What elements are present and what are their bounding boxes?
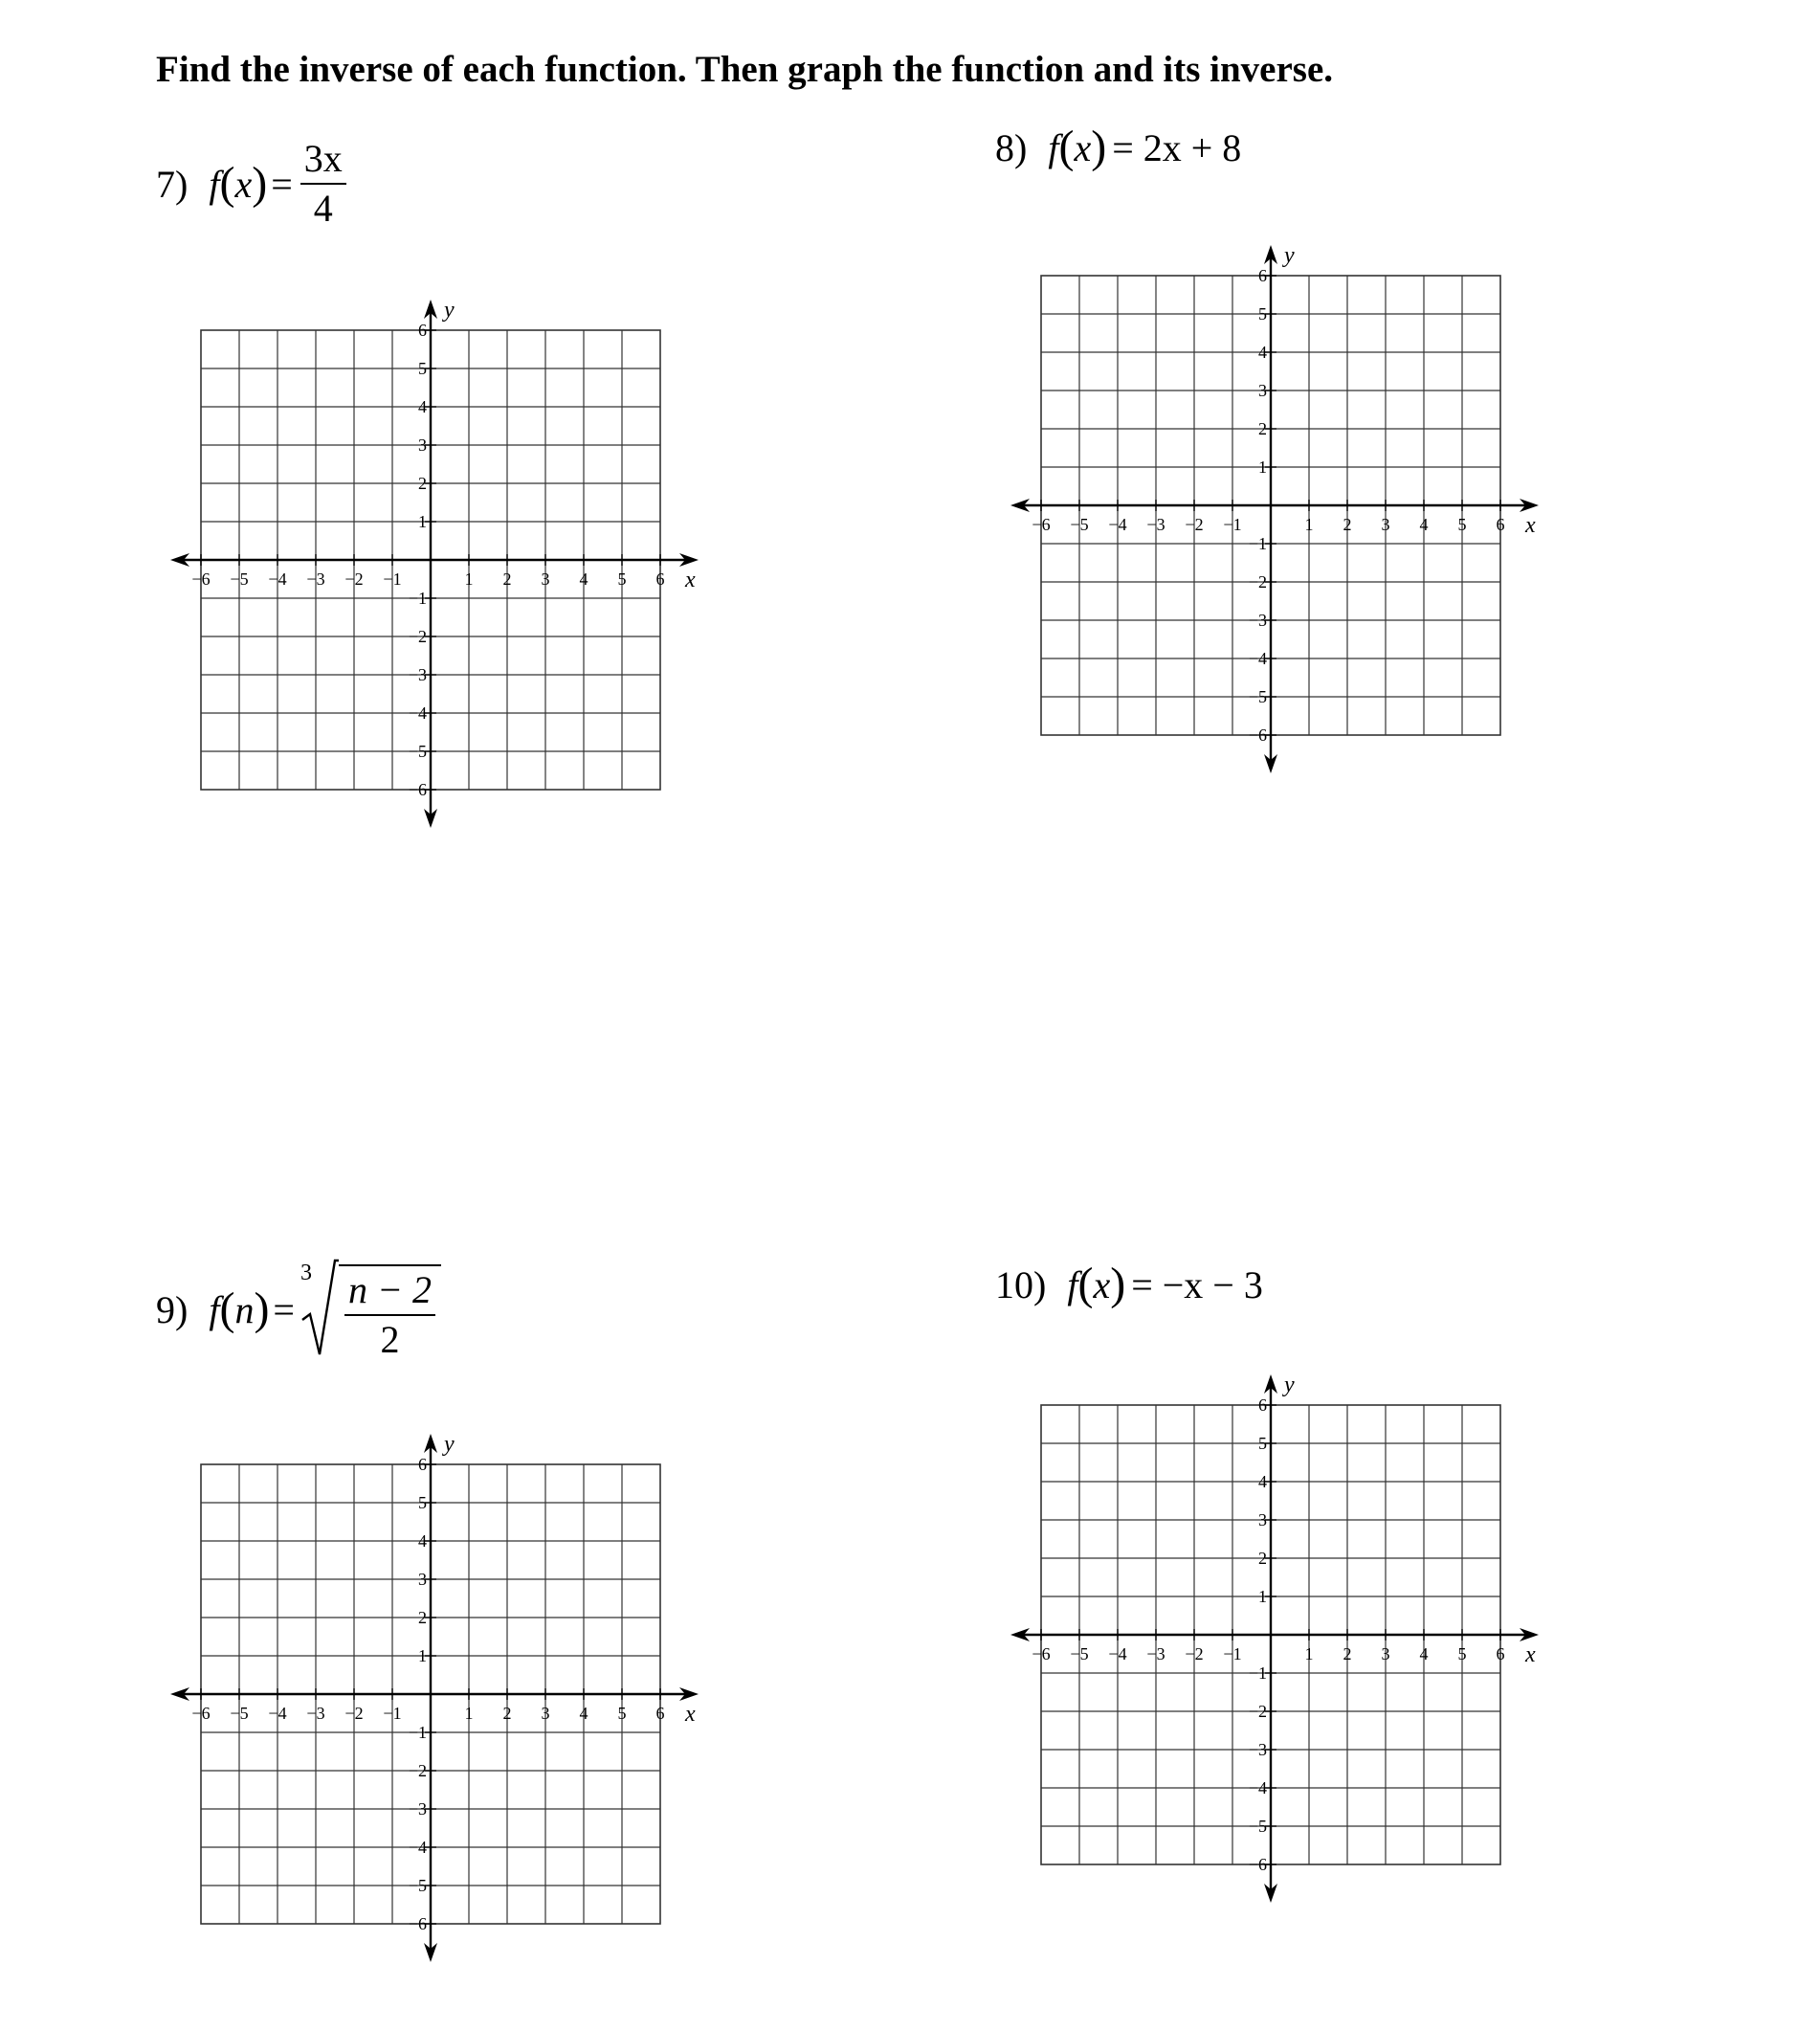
y-tick-label: 2 <box>418 474 427 493</box>
x-axis-label: x <box>1525 513 1536 538</box>
y-tick-label: 1 <box>1258 1587 1267 1606</box>
x-tick-label: 1 <box>1304 515 1314 534</box>
x-tick-label: 1 <box>1304 1644 1314 1663</box>
x-tick-label: 5 <box>1457 1644 1467 1663</box>
y-tick-label: 3 <box>418 435 427 455</box>
x-tick-label: −2 <box>1185 1644 1204 1663</box>
x-tick-label: −4 <box>1108 1644 1127 1663</box>
function-name: f <box>209 162 220 206</box>
y-tick-label: 1 <box>418 1646 427 1665</box>
fraction-numerator: 3x <box>303 137 343 180</box>
problem-number: 8) <box>995 125 1028 169</box>
open-paren: ( <box>219 1283 235 1334</box>
function-rhs: = 2x + 8 <box>1112 125 1242 169</box>
grid-svg <box>163 1426 699 1962</box>
problem-number: 7) <box>156 162 189 206</box>
y-tick-label: −3 <box>1248 1740 1267 1759</box>
y-tick-label: −5 <box>1248 1817 1267 1836</box>
x-tick-label: −3 <box>306 1704 325 1723</box>
y-tick-label: −2 <box>1248 572 1267 591</box>
fraction-bar <box>300 183 346 185</box>
x-tick-label: 4 <box>579 569 588 589</box>
function-variable: x <box>1074 125 1092 169</box>
x-tick-label: −4 <box>268 569 287 589</box>
x-axis-label: x <box>1525 1642 1536 1667</box>
problem-number: 9) <box>156 1287 189 1331</box>
grid-svg <box>1003 237 1539 773</box>
function-variable: n <box>234 1287 255 1331</box>
fraction-bar <box>344 1314 435 1316</box>
y-tick-label: −3 <box>408 665 427 684</box>
y-tick-label: 2 <box>418 1608 427 1627</box>
y-tick-label: −6 <box>408 1914 427 1933</box>
y-tick-label: −4 <box>1248 1778 1267 1797</box>
x-axis-label: x <box>685 1702 696 1727</box>
y-tick-label: 4 <box>418 1531 427 1551</box>
y-tick-label: 5 <box>1258 304 1267 324</box>
x-tick-label: −1 <box>1223 1644 1242 1663</box>
y-tick-label: −6 <box>408 780 427 799</box>
y-axis-label: y <box>1284 1373 1295 1397</box>
x-tick-label: −3 <box>1146 515 1165 534</box>
y-tick-label: −1 <box>408 589 427 608</box>
x-tick-label: −5 <box>230 569 249 589</box>
coordinate-grid-problem-9[interactable] <box>163 1426 699 1962</box>
x-tick-label: 3 <box>1381 1644 1390 1663</box>
y-tick-label: −5 <box>408 742 427 761</box>
y-tick-label: 1 <box>418 512 427 531</box>
equals-sign: = <box>271 162 293 206</box>
x-tick-label: 6 <box>655 569 665 589</box>
x-tick-label: 2 <box>1343 1644 1352 1663</box>
x-tick-label: −6 <box>191 1704 211 1723</box>
x-tick-label: −2 <box>344 569 364 589</box>
y-tick-label: 5 <box>418 1493 427 1512</box>
coordinate-grid-problem-10[interactable] <box>1003 1367 1539 1903</box>
x-tick-label: −6 <box>1032 515 1051 534</box>
y-tick-label: −4 <box>408 1838 427 1857</box>
grid-svg <box>163 292 699 828</box>
x-tick-label: 3 <box>1381 515 1390 534</box>
y-tick-label: 2 <box>1258 419 1267 438</box>
x-tick-label: 2 <box>502 1704 512 1723</box>
function-variable: x <box>234 162 253 206</box>
y-tick-label: −2 <box>408 627 427 646</box>
x-tick-label: 5 <box>617 1704 627 1723</box>
y-tick-label: −6 <box>1248 1855 1267 1874</box>
close-paren: ) <box>1110 1259 1126 1309</box>
function-name: f <box>209 1287 220 1331</box>
x-tick-label: 4 <box>1419 1644 1429 1663</box>
y-tick-label: 6 <box>418 321 427 340</box>
x-tick-label: −3 <box>1146 1644 1165 1663</box>
problem-9-equation <box>156 1259 441 1360</box>
x-tick-label: −4 <box>268 1704 287 1723</box>
y-tick-label: 3 <box>1258 1510 1267 1529</box>
open-paren: ( <box>1077 1259 1094 1309</box>
function-variable: x <box>1093 1262 1111 1306</box>
function-rhs: = −x − 3 <box>1131 1262 1263 1306</box>
function-name: f <box>1067 1262 1078 1306</box>
fraction <box>300 139 346 229</box>
y-tick-label: 3 <box>418 1570 427 1589</box>
problem-7-equation <box>156 139 346 229</box>
y-tick-label: −4 <box>1248 649 1267 668</box>
x-tick-label: −6 <box>191 569 211 589</box>
x-tick-label: −1 <box>1223 515 1242 534</box>
y-tick-label: −5 <box>1248 687 1267 706</box>
open-paren: ( <box>1058 122 1075 172</box>
x-tick-label: 4 <box>1419 515 1429 534</box>
y-tick-label: −2 <box>1248 1702 1267 1721</box>
y-tick-label: 5 <box>418 359 427 378</box>
y-tick-label: −1 <box>1248 534 1267 553</box>
x-tick-label: 6 <box>655 1704 665 1723</box>
y-tick-label: −2 <box>408 1761 427 1780</box>
problem-10-equation <box>995 1261 1263 1307</box>
y-tick-label: −3 <box>1248 611 1267 630</box>
x-tick-label: −1 <box>383 1704 402 1723</box>
x-tick-label: 4 <box>579 1704 588 1723</box>
close-paren: ) <box>252 158 268 209</box>
x-tick-label: 5 <box>617 569 627 589</box>
x-tick-label: −4 <box>1108 515 1127 534</box>
x-tick-label: −1 <box>383 569 402 589</box>
y-tick-label: 6 <box>1258 266 1267 285</box>
x-tick-label: 1 <box>464 569 474 589</box>
x-axis-label: x <box>685 568 696 592</box>
y-tick-label: 5 <box>1258 1434 1267 1453</box>
y-tick-label: −3 <box>408 1799 427 1819</box>
numerator-text: n − 2 <box>347 1268 432 1311</box>
y-axis-label: y <box>444 298 455 323</box>
y-tick-label: 2 <box>1258 1549 1267 1568</box>
x-tick-label: −2 <box>1185 515 1204 534</box>
function-name: f <box>1048 125 1059 169</box>
y-tick-label: −1 <box>408 1723 427 1742</box>
coordinate-grid-problem-8[interactable] <box>1003 237 1539 773</box>
root-index: 3 <box>300 1261 312 1285</box>
y-tick-label: 4 <box>418 397 427 416</box>
y-tick-label: −5 <box>408 1876 427 1895</box>
coordinate-grid-problem-7[interactable] <box>163 292 699 828</box>
y-tick-label: 6 <box>418 1455 427 1474</box>
y-tick-label: 3 <box>1258 381 1267 400</box>
x-tick-label: −6 <box>1032 1644 1051 1663</box>
y-tick-label: −1 <box>1248 1663 1267 1683</box>
equals-sign: = <box>273 1287 295 1331</box>
y-tick-label: −4 <box>408 703 427 723</box>
x-tick-label: 3 <box>541 1704 550 1723</box>
y-axis-label: y <box>444 1432 455 1457</box>
y-axis-label: y <box>1284 243 1295 268</box>
x-tick-label: −5 <box>230 1704 249 1723</box>
x-tick-label: 2 <box>1343 515 1352 534</box>
instructions-heading: Find the inverse of each function. Then graph the function and its inverse. <box>156 49 1334 90</box>
open-paren: ( <box>219 158 235 209</box>
x-tick-label: −2 <box>344 1704 364 1723</box>
y-tick-label: 6 <box>1258 1395 1267 1415</box>
x-tick-label: −5 <box>1070 1644 1089 1663</box>
x-tick-label: 1 <box>464 1704 474 1723</box>
problem-8-equation <box>995 124 1241 170</box>
fraction-denominator: 2 <box>380 1318 400 1361</box>
x-tick-label: 3 <box>541 569 550 589</box>
x-tick-label: 6 <box>1496 1644 1505 1663</box>
y-tick-label: 4 <box>1258 1472 1267 1491</box>
radicand-fraction <box>339 1264 441 1360</box>
problem-number: 10) <box>995 1262 1047 1306</box>
fraction-numerator <box>344 1270 435 1310</box>
close-paren: ) <box>254 1283 270 1334</box>
x-tick-label: 2 <box>502 569 512 589</box>
x-tick-label: 5 <box>1457 515 1467 534</box>
x-tick-label: 6 <box>1496 515 1505 534</box>
y-tick-label: 4 <box>1258 343 1267 362</box>
grid-svg <box>1003 1367 1539 1903</box>
close-paren: ) <box>1091 122 1107 172</box>
fraction-denominator: 4 <box>313 187 333 230</box>
x-tick-label: −5 <box>1070 515 1089 534</box>
y-tick-label: −6 <box>1248 725 1267 745</box>
y-tick-label: 1 <box>1258 458 1267 477</box>
cube-root <box>300 1259 441 1360</box>
x-tick-label: −3 <box>306 569 325 589</box>
